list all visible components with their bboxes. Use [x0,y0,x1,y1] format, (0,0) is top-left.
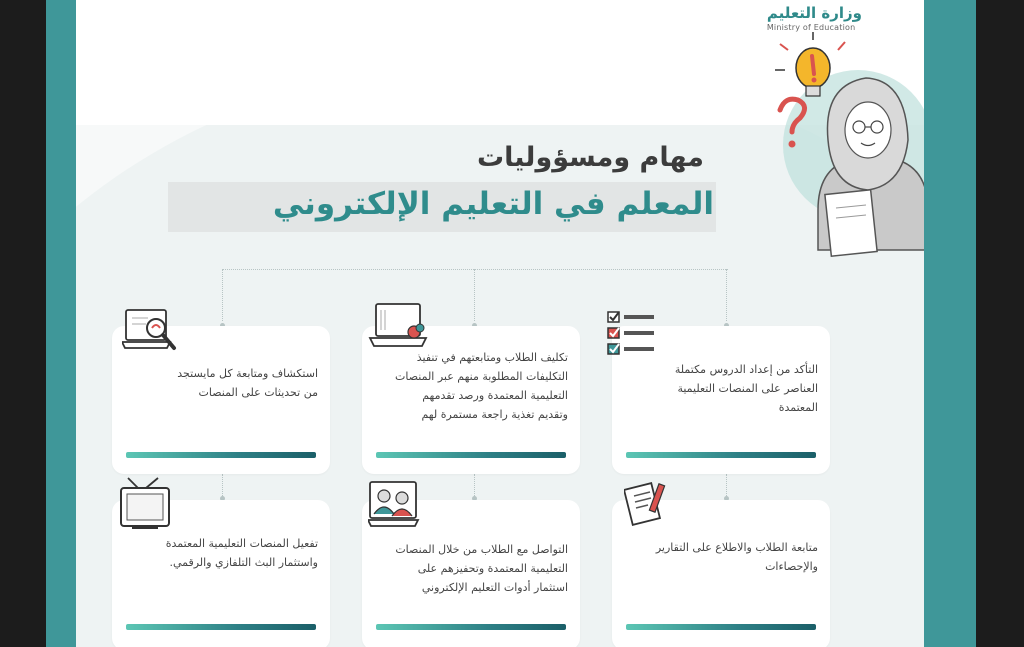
infographic-page [76,0,924,647]
card-text: تفعيل المنصات التعليمية المعتمدة واستثمار البث التلفازي والرقمي. [165,537,318,569]
card-text: استكشاف ومتابعة كل مايستجد من تحديثات على المنصات [177,367,318,399]
connector-drop [726,474,727,496]
connector-drop [222,474,223,496]
teacher-illustration [688,30,924,270]
viewer-frame-right [976,0,1024,647]
report-pen-icon [624,480,668,528]
card-text: تكليف الطلاب ومتابعتهم في تنفيذ التكليفات المطلوبة منهم عبر المنصات التعليمية المعتمدة ورصد تقدمهم وتقديم تغذية راجعة مستمرة لهم [395,351,568,421]
card-accent-bar [126,624,316,630]
checklist-icon [606,308,660,358]
connector-drop [222,269,223,321]
page-title-line1: مهام ومسؤوليات [477,142,704,173]
laptop-icon [368,302,430,350]
card-accent-bar [626,624,816,630]
viewer-frame-left [0,0,46,647]
card-accent-bar [126,452,316,458]
card-accent-bar [376,452,566,458]
connector-drop [726,269,727,321]
connector-line [222,269,728,270]
ministry-logo [767,4,862,32]
students-laptop-icon [368,480,420,530]
page-border-right [924,0,976,647]
card-accent-bar [626,452,816,458]
logo-arabic: وزارة التعليم [766,4,862,22]
connector-drop [474,474,475,496]
logo-english: Ministry of Education [766,23,856,32]
card-text: التأكد من إعداد الدروس مكتملة العناصر على المنصات التعليمية المعتمدة [674,363,818,414]
page-border-left [46,0,76,647]
connector-drop [474,269,475,321]
card-accent-bar [376,624,566,630]
card-text: التواصل مع الطلاب من خلال المنصات التعليمية المعتمدة وتحفيزهم على استثمار أدوات التعليم الإلكتروني [395,543,568,594]
card-text: متابعة الطلاب والاطلاع على التقارير والإحصاءات [655,541,818,573]
page-title-line2: المعلم في التعليم الإلكتروني [272,186,714,222]
magnifier-laptop-icon [122,308,182,356]
tv-icon [118,476,172,532]
